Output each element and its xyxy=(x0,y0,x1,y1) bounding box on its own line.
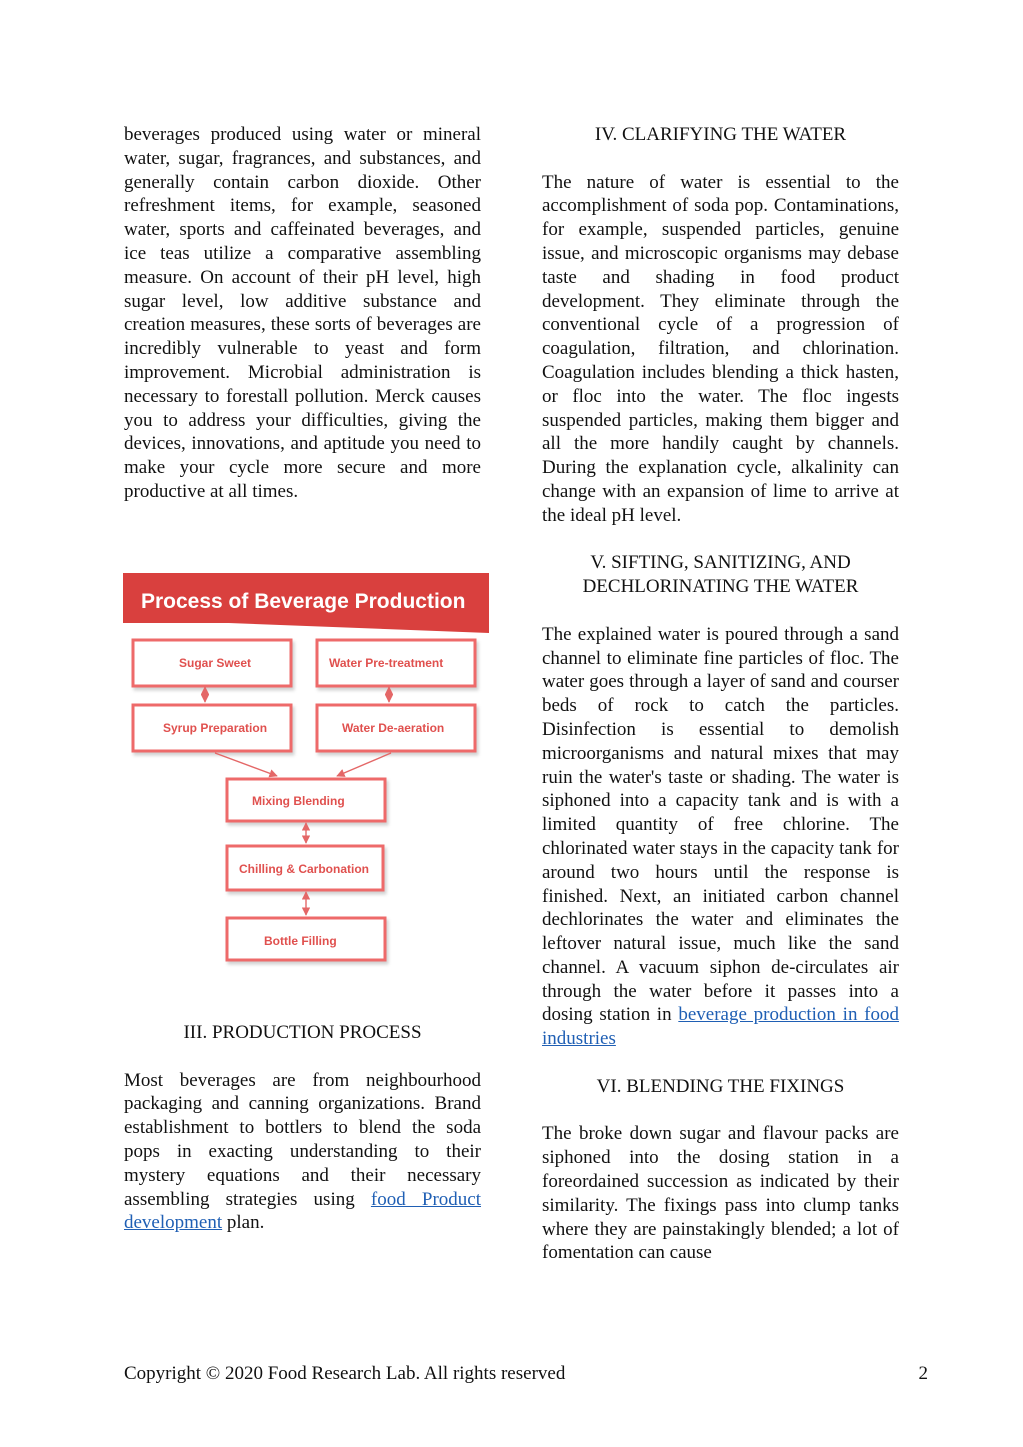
box-chilling-carbonation xyxy=(227,846,383,890)
left-column xyxy=(124,123,481,504)
arrow-deaeration-to-mixing xyxy=(337,753,391,776)
page-footer xyxy=(124,1362,928,1386)
section-4-heading: IV. CLARIFYING THE WATER xyxy=(594,124,847,145)
box-mixing-blending xyxy=(227,779,385,821)
beverage-process-flowchart xyxy=(123,573,489,968)
svg-text:Mixing Blending: Mixing Blending xyxy=(252,794,345,808)
section-6-heading: VI. BLENDING THE FIXINGS xyxy=(596,1075,845,1097)
box-syrup-preparation xyxy=(133,705,291,751)
copyright-text: Copyright © 2020 Food Research Lab. All rights reserved xyxy=(124,1363,566,1384)
production-process-paragraph: Most beverages are from neighbourhood packaging and canning organizations. Brand establishment to bottlers to blend the soda pops in exacting understanding to their mystery equations and their necessary assembling strategies using food Product development plan. xyxy=(124,1069,482,1234)
flowchart-title-bar xyxy=(123,573,489,633)
blending-paragraph: The broke down sugar and flavour packs are siphoned into the dosing station in a foreordained succession as indicated by their similarity. The fixings pass into clump tanks where they are painstakingly blended; a lot of fomentation can cause xyxy=(542,1123,899,1264)
svg-text:Bottle Filling: Bottle Filling xyxy=(264,934,337,948)
right-column xyxy=(542,123,899,1265)
svg-text:Syrup Preparation: Syrup Preparation xyxy=(163,721,268,735)
svg-text:Water De-aeration: Water De-aeration xyxy=(342,721,445,735)
svg-text:Water Pre-treatment: Water Pre-treatment xyxy=(329,656,444,670)
box-bottle-filling xyxy=(227,918,385,960)
food-product-development-link[interactable]: food Product development xyxy=(124,1188,482,1234)
section-5-heading: V. SIFTING, SANITIZING, AND DECHLORINATING THE WATER xyxy=(582,552,859,598)
intro-paragraph: beverages produced using water or mineral water, sugar, fragrances, and substances, and generally contain carbon dioxide. Other refreshment items, for example, seasoned water, sports and caffeinated beverages, and ice teas utilize a comparative assembling measure. On account of their pH level, high sugar level, low additive substance and creation measures, these sorts of beverages are incredibly vulnerable to yeast and form improvement. Microbial administration is necessary to forestall pollution. Merck causes you to address your difficulties, giving the devices, innovations, and aptitude you need to make your cycle more secure and more productive at all times. xyxy=(124,124,481,502)
svg-text:Chilling & Carbonation: Chilling & Carbonation xyxy=(239,862,369,876)
box-sugar-sweet xyxy=(133,640,291,686)
left-column-lower xyxy=(124,1021,481,1235)
page-number: 2 xyxy=(918,1363,928,1384)
section-3-heading: III. PRODUCTION PROCESS xyxy=(183,1022,422,1043)
box-water-pretreatment xyxy=(317,640,475,686)
box-water-deaeration xyxy=(317,705,475,751)
svg-text:Sugar Sweet: Sugar Sweet xyxy=(179,656,252,670)
beverage-production-link[interactable]: beverage production in food industries xyxy=(542,1004,900,1050)
arrow-syrup-to-mixing xyxy=(215,753,277,776)
flowchart-title: Process of Beverage Production xyxy=(141,590,466,613)
clarifying-paragraph: The nature of water is essential to the accomplishment of soda pop. Contaminations, for example, suspended particles, genuine issue, and microscopic organisms may debase taste and shading in food product development. They eliminate through the conventional cycle of a progression of coagulation, filtration, and chlorination. Coagulation includes blending a thick hasten, or floc into the water. The floc ingests suspended particles, making them bigger and all the more handily caught by channels. During the explanation cycle, alkalinity can change with an expansion of lime to arrive at the ideal pH level. xyxy=(542,171,899,526)
sifting-paragraph: The explained water is poured through a sand channel to eliminate fine particles of floc. The water goes through a layer of sand and courser beds of rock to catch the particles. Disinfection is essential to demolish microorganisms and natural mixes that may ruin the water's taste or shading. The water is siphoned into a capacity tank and is with a limited quantity of free chlorine. The chlorinated water stays in the capacity tank for around two hours until the response is finished. Next, an initiated carbon channel dechlorinates the water and eliminates the leftover natural issue, much like the sand channel. A vacuum siphon de-circulates air through the water before it passes into a dosing station in beverage production in food industries xyxy=(542,623,900,1050)
